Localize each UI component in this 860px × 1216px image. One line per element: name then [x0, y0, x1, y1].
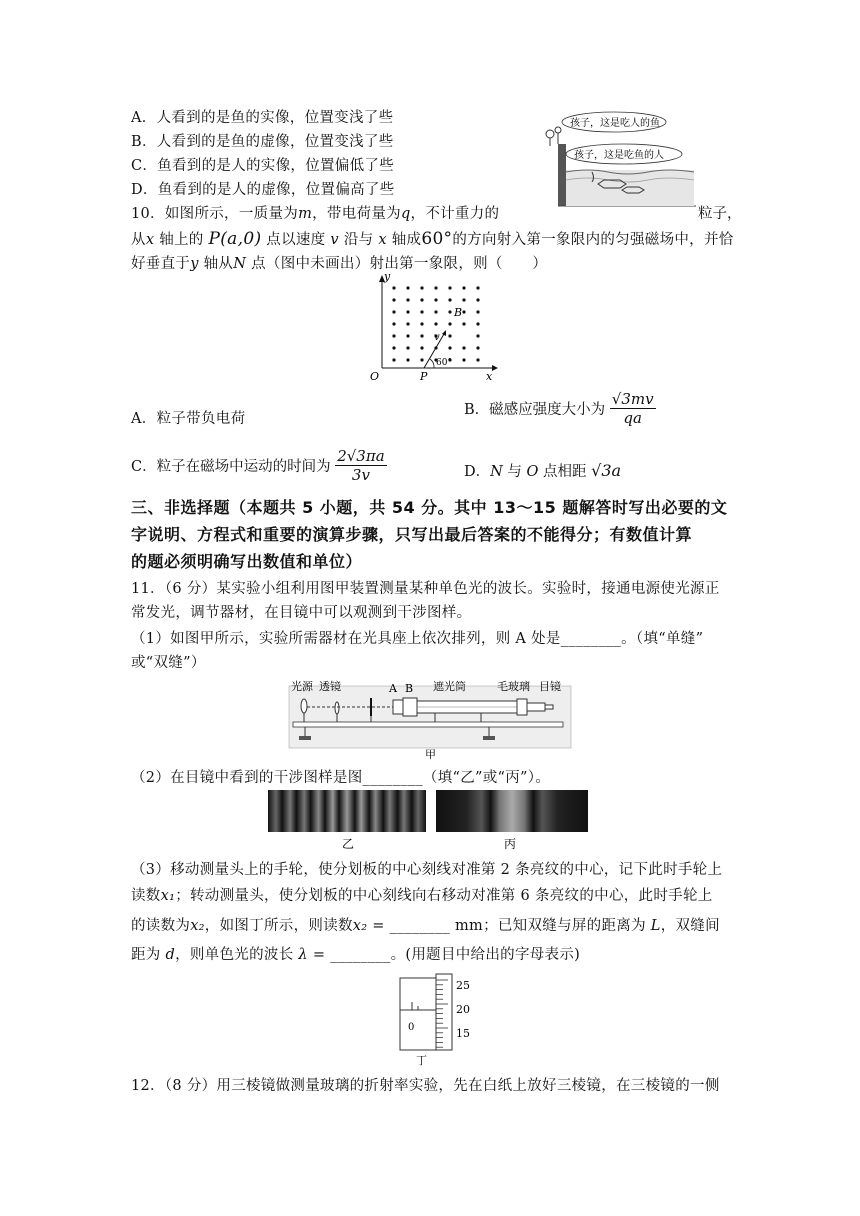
- field-dot: [462, 286, 465, 289]
- field-dot: [420, 358, 423, 361]
- section3-heading-line2: 字说明、方程式和重要的演算步骤，只写出最后答案的不能得分；有数值计算: [131, 525, 693, 544]
- fig-x-label: x: [486, 370, 493, 382]
- magnetic-field-figure: [360, 272, 500, 382]
- q11-part2: （2）在目镜中看到的干涉图样是图________（填“乙”或“丙”）。: [131, 770, 551, 786]
- field-dot: [420, 346, 423, 349]
- caption-yi: 乙: [342, 837, 355, 850]
- q10-line1-end: 粒子，: [698, 206, 742, 222]
- field-dot: [392, 286, 395, 289]
- q10-option-a: A．粒子带负电荷: [131, 411, 246, 427]
- field-dot: [448, 346, 451, 349]
- field-dot: [476, 346, 479, 349]
- interference-patterns-figure: [268, 790, 590, 850]
- bubble-bottom-text: 孩子，这是吃鱼的人: [574, 150, 664, 161]
- q10-option-c: C．粒子在磁场中运动的时间为 $\frac{2√3\pi a}{3v}$: [131, 447, 385, 484]
- q10-line1: 10．如图所示，一质量为m，带电荷量为q，不计重力的: [131, 206, 500, 222]
- label-tube: 遮光筒: [433, 680, 466, 693]
- field-dot: [476, 322, 479, 325]
- bubble-top-text: 孩子，这是吃人的鱼: [570, 118, 660, 129]
- label-glass: 毛玻璃: [497, 680, 530, 693]
- q12-line1: 12．（8 分）用三棱镜做测量玻璃的折射率实验，先在白纸上放好三棱镜，在三棱镜的一侧: [131, 1078, 720, 1094]
- q11-part3-line3: 的读数为x₂，如图丁所示，则读数x₂ = ________ mm；已知双缝与屏的距离为 L，双缝间: [131, 918, 720, 934]
- field-dot: [406, 334, 409, 337]
- tick-20: 20: [456, 1003, 470, 1016]
- section3-heading-line1: 三、非选择题（本题共 5 小题，共 54 分。其中 13～15 题解答时写出必要的文: [131, 498, 728, 517]
- q11-line1: 11．（6 分）某实验小组利用图甲装置测量某种单色光的波长。实验时，接通电源使光源正: [131, 581, 720, 597]
- caption-ding: 丁: [416, 1054, 427, 1067]
- field-dot: [462, 310, 465, 313]
- field-dot: [476, 310, 479, 313]
- field-dot: [406, 310, 409, 313]
- field-dot: [406, 286, 409, 289]
- field-dot: [462, 322, 465, 325]
- field-dot: [406, 322, 409, 325]
- field-dot: [406, 358, 409, 361]
- field-dot: [392, 322, 395, 325]
- field-dot: [462, 346, 465, 349]
- field-dot: [406, 298, 409, 301]
- fig-v-label: v: [434, 332, 440, 343]
- field-dot: [420, 286, 423, 289]
- q10-option-b: B．磁感应强度大小为 $\frac{√3mv}{qa}$: [464, 390, 654, 427]
- field-dot: [462, 358, 465, 361]
- field-dot: [392, 334, 395, 337]
- q10-line2: 从x 轴上的 P(a,0) 点以速度 v 沿与 x 轴成60°的方向射入第一象限内的匀强磁场中，并恰: [131, 229, 734, 249]
- field-dot: [420, 334, 423, 337]
- field-dot: [420, 310, 423, 313]
- fish-cartoon-figure: [528, 110, 698, 214]
- field-dot: [392, 298, 395, 301]
- label-lens: 透镜: [319, 680, 341, 693]
- label-light-source: 光源: [291, 680, 313, 693]
- q9-option-c: C．鱼看到的是人的实像，位置偏低了些: [131, 158, 394, 174]
- caption-bing: 丙: [504, 837, 517, 850]
- field-dot: [462, 298, 465, 301]
- q9-option-a: A．人看到的是鱼的实像，位置变浅了些: [131, 110, 394, 126]
- field-dot: [420, 298, 423, 301]
- field-dot: [448, 310, 451, 313]
- q11-line2: 常发光，调节器材，在目镜中可以观测到干涉图样。: [131, 605, 472, 621]
- q9-option-d: D．鱼看到的是人的虚像，位置偏高了些: [131, 182, 395, 198]
- field-dot: [434, 286, 437, 289]
- q11-part1-line1: （1）如图甲所示，实验所需器材在光具座上依次排列，则 A 处是________。（填“单缝”: [131, 631, 704, 647]
- field-dot: [392, 346, 395, 349]
- fig-origin-label: O: [370, 370, 380, 382]
- q11-part3-line2: 读数x₁；转动测量头，使分划板的中心刻线向右移动对准第 6 条亮纹的中心，此时手轮上: [131, 888, 713, 904]
- q11-part3-line1: （3）移动测量头上的手轮，使分划板的中心刻线对准第 2 条亮纹的中心，记下此时手轮上: [131, 862, 723, 878]
- field-dot: [434, 298, 437, 301]
- label-eyepiece: 目镜: [539, 680, 561, 693]
- caption-jia: 甲: [425, 748, 436, 761]
- field-dot: [434, 310, 437, 313]
- micrometer-figure: [398, 970, 488, 1070]
- field-dot: [476, 298, 479, 301]
- q10-line3: 好垂直于y 轴从N 点（图中未画出）射出第一象限，则（ ）: [131, 256, 548, 272]
- q11-part3-line4: 距为 d，则单色光的波长 λ = ________。(用题目中给出的字母表示): [131, 947, 581, 963]
- tick-25: 25: [456, 979, 470, 992]
- field-dot: [448, 334, 451, 337]
- field-dot: [406, 346, 409, 349]
- field-dot: [476, 286, 479, 289]
- pattern-bing: [436, 790, 588, 832]
- pattern-yi: [268, 790, 426, 832]
- field-dot: [420, 322, 423, 325]
- tick-15: 15: [456, 1027, 470, 1040]
- field-dot: [392, 310, 395, 313]
- field-dot: [448, 286, 451, 289]
- q9-option-b: B．人看到的是鱼的虚像，位置变浅了些: [131, 134, 394, 150]
- tick-zero: 0: [408, 1022, 415, 1033]
- field-dot: [448, 322, 451, 325]
- fig-b-label: B: [454, 306, 463, 319]
- section3-heading-line3: 的题必须明确写出数值和单位）: [131, 552, 363, 571]
- fig-y-label: y: [384, 272, 391, 283]
- field-dot: [476, 334, 479, 337]
- field-dot: [476, 358, 479, 361]
- optical-bench-figure: [285, 674, 575, 762]
- fig-angle-label: 60°: [436, 358, 452, 368]
- fig-p-label: P: [420, 370, 428, 382]
- label-a: A: [389, 682, 397, 695]
- field-dots: [392, 286, 479, 361]
- field-dot: [392, 358, 395, 361]
- q11-part1-line2: 或“双缝”）: [131, 655, 206, 671]
- field-dot: [448, 298, 451, 301]
- field-dot: [434, 322, 437, 325]
- label-b: B: [405, 682, 414, 695]
- q10-option-d: D．N 与 O 点相距 √3a: [464, 461, 622, 480]
